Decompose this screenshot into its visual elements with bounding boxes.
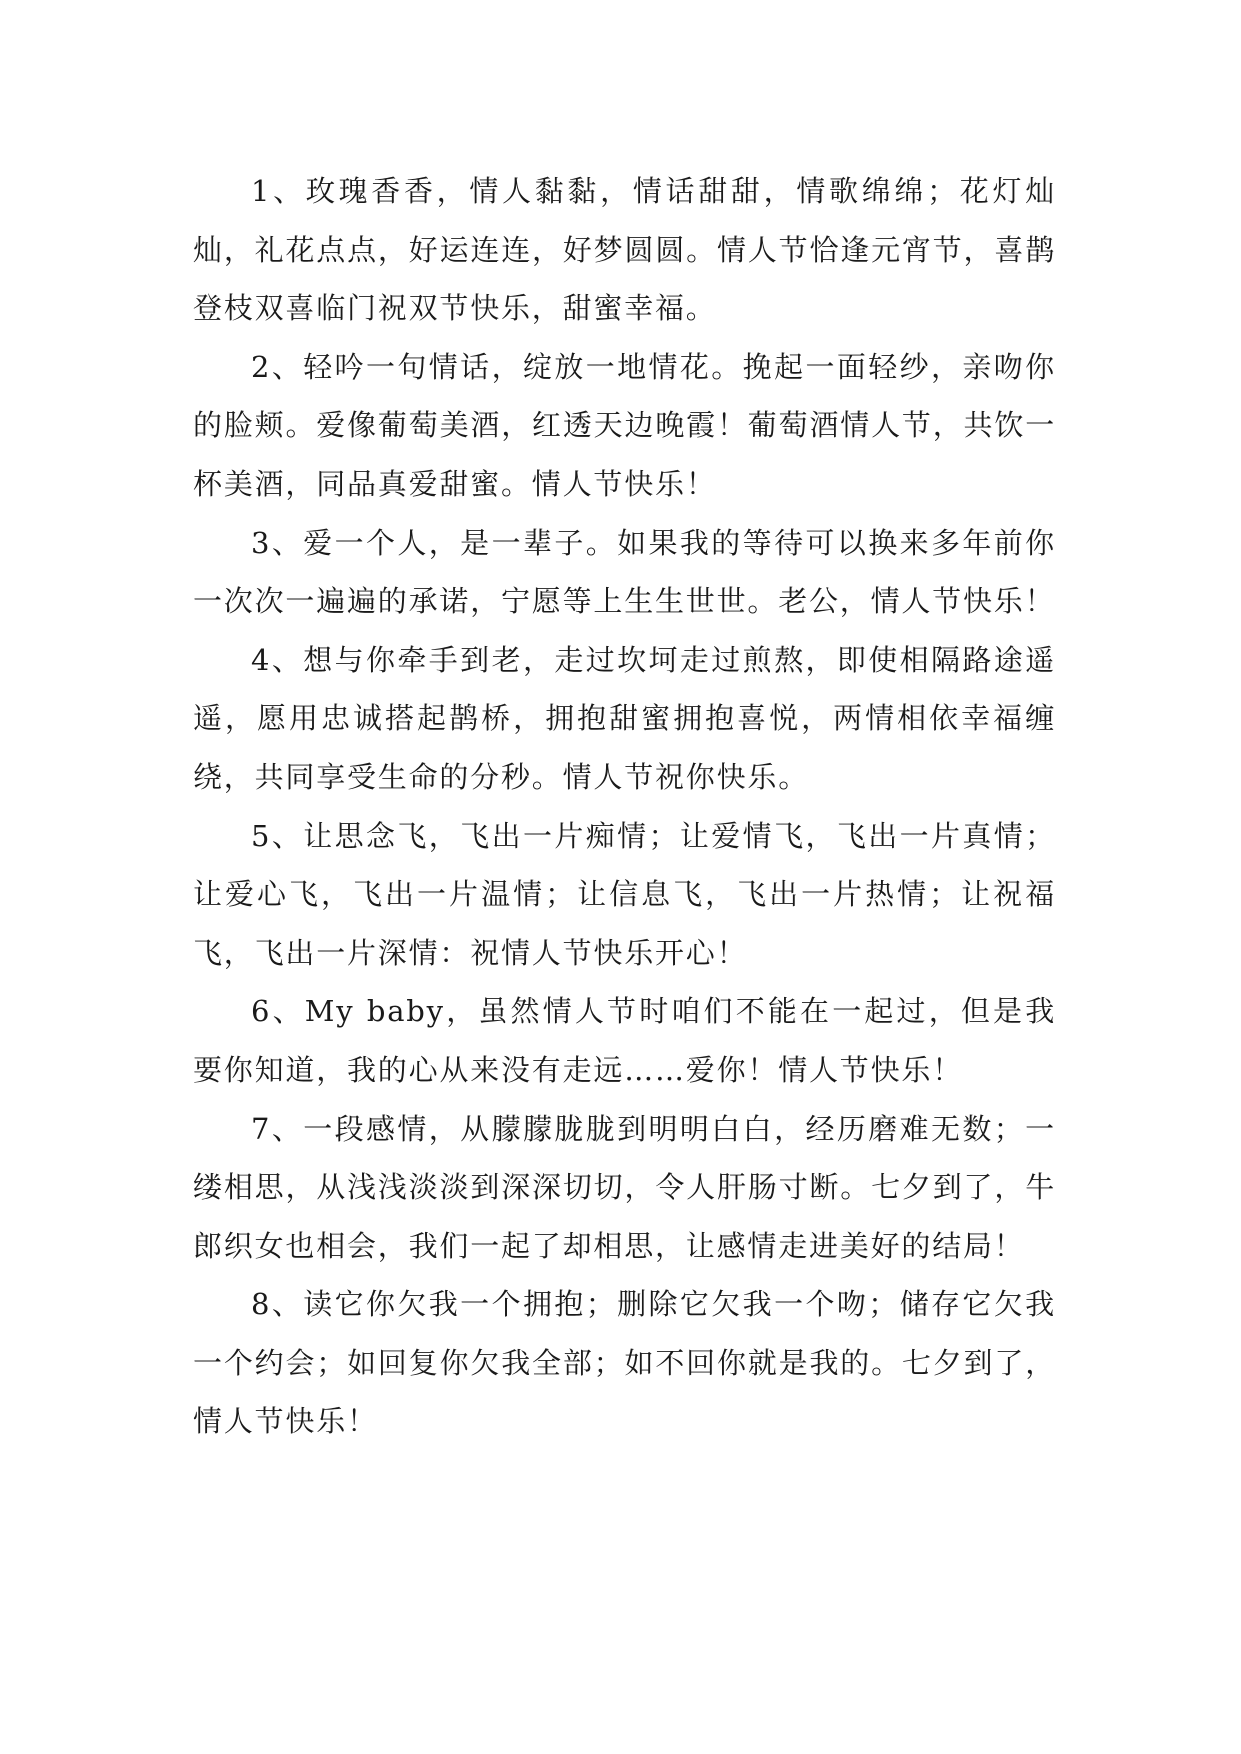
paragraph-5: 5、让思念飞，飞出一片痴情；让爱情飞，飞出一片真情；让爱心飞，飞出一片温情；让信息飞，飞出一片热情；让祝福飞，飞出一片深情：祝情人节快乐开心！ [193, 818, 1056, 970]
paragraph-3: 3、爱一个人，是一辈子。如果我的等待可以换来多年前你一次次一遍遍的承诺，宁愿等上生生世世。老公，情人节快乐！ [193, 525, 1056, 619]
paragraph-4: 4、想与你牵手到老，走过坎坷走过煎熬，即使相隔路途遥遥，愿用忠诚搭起鹊桥，拥抱甜蜜拥抱喜悦，两情相依幸福缠绕，共同享受生命的分秒。情人节祝你快乐。 [193, 642, 1056, 794]
paragraph-6: 6、My baby，虽然情人节时咱们不能在一起过，但是我要你知道，我的心从来没有走远……爱你！情人节快乐！ [193, 994, 1056, 1087]
paragraph-2: 2、轻吟一句情话，绽放一地情花。挽起一面轻纱，亲吻你的脸颊。爱像葡萄美酒，红透天边晚霞！葡萄酒情人节，共饮一杯美酒，同品真爱甜蜜。情人节快乐！ [193, 349, 1056, 501]
paragraph-1: 1、玫瑰香香，情人黏黏，情话甜甜，情歌绵绵；花灯灿灿，礼花点点，好运连连，好梦圆圆。情人节恰逢元宵节，喜鹊登枝双喜临门祝双节快乐，甜蜜幸福。 [193, 174, 1056, 326]
paragraph-7: 7、一段感情，从朦朦胧胧到明明白白，经历磨难无数；一缕相思，从浅浅淡淡到深深切切，令人肝肠寸断。七夕到了，牛郎织女也相会，我们一起了却相思，让感情走进美好的结局！ [193, 1111, 1056, 1263]
document-body [193, 162, 1056, 1451]
paragraph-8: 8、读它你欠我一个拥抱；删除它欠我一个吻；储存它欠我一个约会；如回复你欠我全部；如不回你就是我的。七夕到了，情人节快乐！ [193, 1287, 1056, 1439]
